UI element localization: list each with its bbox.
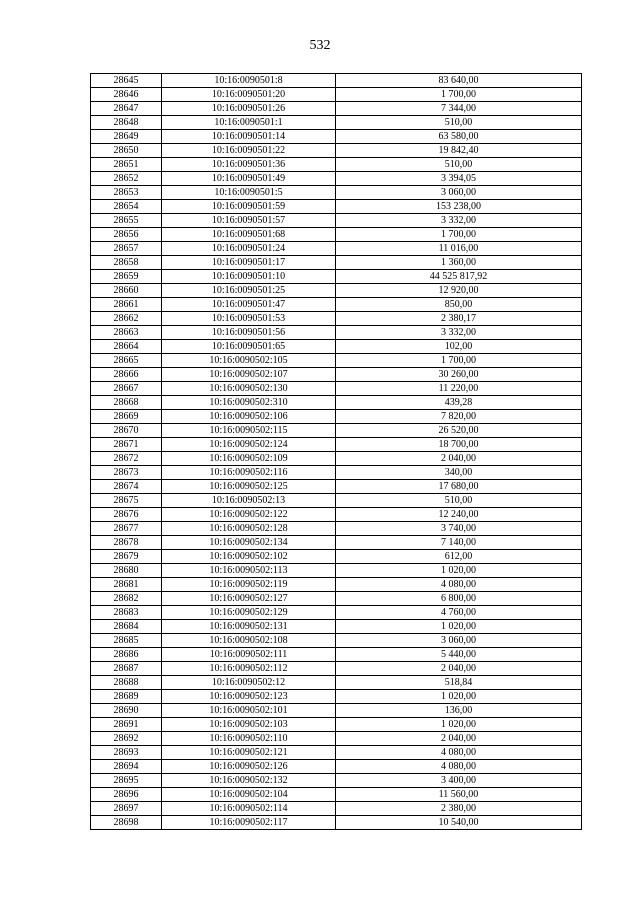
cadastral-number-cell: 10:16:0090502:119	[162, 578, 336, 592]
table-row	[91, 606, 582, 620]
row-number-cell: 28692	[91, 732, 162, 746]
amount-cell: 26 520,00	[336, 424, 582, 438]
amount-cell: 1 700,00	[336, 354, 582, 368]
table-row	[91, 802, 582, 816]
amount-cell: 2 040,00	[336, 662, 582, 676]
cadastral-number-cell: 10:16:0090502:127	[162, 592, 336, 606]
amount-cell: 850,00	[336, 298, 582, 312]
row-number-cell: 28696	[91, 788, 162, 802]
row-number-cell: 28670	[91, 424, 162, 438]
row-number-cell: 28655	[91, 214, 162, 228]
cadastral-number-cell: 10:16:0090501:49	[162, 172, 336, 186]
row-number-cell: 28652	[91, 172, 162, 186]
cadastral-number-cell: 10:16:0090501:65	[162, 340, 336, 354]
cadastral-number-cell: 10:16:0090502:110	[162, 732, 336, 746]
row-number-cell: 28689	[91, 690, 162, 704]
row-number-cell: 28662	[91, 312, 162, 326]
row-number-cell: 28673	[91, 466, 162, 480]
row-number-cell: 28682	[91, 592, 162, 606]
table-row	[91, 592, 582, 606]
row-number-cell: 28688	[91, 676, 162, 690]
cadastral-number-cell: 10:16:0090502:115	[162, 424, 336, 438]
table-row	[91, 788, 582, 802]
row-number-cell: 28657	[91, 242, 162, 256]
table-row	[91, 648, 582, 662]
registry-table-body	[91, 74, 582, 830]
cadastral-number-cell: 10:16:0090501:14	[162, 130, 336, 144]
amount-cell: 11 560,00	[336, 788, 582, 802]
amount-cell: 136,00	[336, 704, 582, 718]
amount-cell: 6 800,00	[336, 592, 582, 606]
row-number-cell: 28691	[91, 718, 162, 732]
cadastral-number-cell: 10:16:0090502:101	[162, 704, 336, 718]
table-row	[91, 662, 582, 676]
cadastral-number-cell: 10:16:0090502:102	[162, 550, 336, 564]
amount-cell: 510,00	[336, 494, 582, 508]
cadastral-number-cell: 10:16:0090502:109	[162, 452, 336, 466]
table-row	[91, 88, 582, 102]
cadastral-number-cell: 10:16:0090502:114	[162, 802, 336, 816]
table-row	[91, 718, 582, 732]
registry-table	[90, 73, 582, 830]
row-number-cell: 28697	[91, 802, 162, 816]
row-number-cell: 28667	[91, 382, 162, 396]
amount-cell: 4 080,00	[336, 760, 582, 774]
table-row	[91, 452, 582, 466]
amount-cell: 4 080,00	[336, 578, 582, 592]
cadastral-number-cell: 10:16:0090502:103	[162, 718, 336, 732]
table-row	[91, 158, 582, 172]
row-number-cell: 28671	[91, 438, 162, 452]
table-row	[91, 74, 582, 88]
amount-cell: 3 060,00	[336, 634, 582, 648]
amount-cell: 7 344,00	[336, 102, 582, 116]
amount-cell: 2 380,17	[336, 312, 582, 326]
table-row	[91, 242, 582, 256]
amount-cell: 1 020,00	[336, 620, 582, 634]
row-number-cell: 28660	[91, 284, 162, 298]
row-number-cell: 28686	[91, 648, 162, 662]
cadastral-number-cell: 10:16:0090502:116	[162, 466, 336, 480]
amount-cell: 7 140,00	[336, 536, 582, 550]
cadastral-number-cell: 10:16:0090501:22	[162, 144, 336, 158]
cadastral-number-cell: 10:16:0090501:8	[162, 74, 336, 88]
row-number-cell: 28680	[91, 564, 162, 578]
row-number-cell: 28677	[91, 522, 162, 536]
cadastral-number-cell: 10:16:0090502:132	[162, 774, 336, 788]
table-row	[91, 354, 582, 368]
table-row	[91, 186, 582, 200]
row-number-cell: 28661	[91, 298, 162, 312]
row-number-cell: 28681	[91, 578, 162, 592]
cadastral-number-cell: 10:16:0090502:117	[162, 816, 336, 830]
cadastral-number-cell: 10:16:0090502:310	[162, 396, 336, 410]
amount-cell: 439,28	[336, 396, 582, 410]
row-number-cell: 28694	[91, 760, 162, 774]
table-row	[91, 130, 582, 144]
table-row	[91, 732, 582, 746]
cadastral-number-cell: 10:16:0090501:10	[162, 270, 336, 284]
row-number-cell: 28693	[91, 746, 162, 760]
amount-cell: 518,84	[336, 676, 582, 690]
amount-cell: 3 394,05	[336, 172, 582, 186]
table-row	[91, 564, 582, 578]
cadastral-number-cell: 10:16:0090502:134	[162, 536, 336, 550]
table-row	[91, 424, 582, 438]
amount-cell: 1 700,00	[336, 228, 582, 242]
table-row	[91, 396, 582, 410]
cadastral-number-cell: 10:16:0090501:20	[162, 88, 336, 102]
cadastral-number-cell: 10:16:0090502:122	[162, 508, 336, 522]
amount-cell: 510,00	[336, 116, 582, 130]
row-number-cell: 28690	[91, 704, 162, 718]
row-number-cell: 28678	[91, 536, 162, 550]
table-row	[91, 438, 582, 452]
cadastral-number-cell: 10:16:0090501:5	[162, 186, 336, 200]
table-row	[91, 284, 582, 298]
cadastral-number-cell: 10:16:0090502:106	[162, 410, 336, 424]
page-number: 532	[309, 38, 331, 53]
cadastral-number-cell: 10:16:0090502:123	[162, 690, 336, 704]
row-number-cell: 28647	[91, 102, 162, 116]
table-row	[91, 550, 582, 564]
table-row	[91, 536, 582, 550]
amount-cell: 44 525 817,92	[336, 270, 582, 284]
amount-cell: 1 020,00	[336, 690, 582, 704]
amount-cell: 510,00	[336, 158, 582, 172]
cadastral-number-cell: 10:16:0090502:104	[162, 788, 336, 802]
cadastral-number-cell: 10:16:0090502:108	[162, 634, 336, 648]
table-row	[91, 746, 582, 760]
table-row	[91, 620, 582, 634]
row-number-cell: 28683	[91, 606, 162, 620]
table-row	[91, 116, 582, 130]
table-row	[91, 172, 582, 186]
row-number-cell: 28646	[91, 88, 162, 102]
table-row	[91, 340, 582, 354]
table-row	[91, 228, 582, 242]
row-number-cell: 28685	[91, 634, 162, 648]
table-row	[91, 144, 582, 158]
table-row	[91, 774, 582, 788]
cadastral-number-cell: 10:16:0090502:128	[162, 522, 336, 536]
cadastral-number-cell: 10:16:0090501:26	[162, 102, 336, 116]
amount-cell: 340,00	[336, 466, 582, 480]
row-number-cell: 28658	[91, 256, 162, 270]
cadastral-number-cell: 10:16:0090502:130	[162, 382, 336, 396]
table-row	[91, 382, 582, 396]
table-row	[91, 410, 582, 424]
cadastral-number-cell: 10:16:0090502:113	[162, 564, 336, 578]
table-row	[91, 676, 582, 690]
amount-cell: 102,00	[336, 340, 582, 354]
cadastral-number-cell: 10:16:0090501:59	[162, 200, 336, 214]
amount-cell: 11 220,00	[336, 382, 582, 396]
cadastral-number-cell: 10:16:0090501:57	[162, 214, 336, 228]
table-row	[91, 480, 582, 494]
amount-cell: 3 332,00	[336, 214, 582, 228]
amount-cell: 3 060,00	[336, 186, 582, 200]
row-number-cell: 28651	[91, 158, 162, 172]
cadastral-number-cell: 10:16:0090501:47	[162, 298, 336, 312]
table-row	[91, 326, 582, 340]
cadastral-number-cell: 10:16:0090502:105	[162, 354, 336, 368]
cadastral-number-cell: 10:16:0090502:13	[162, 494, 336, 508]
amount-cell: 12 240,00	[336, 508, 582, 522]
table-row	[91, 760, 582, 774]
row-number-cell: 28654	[91, 200, 162, 214]
amount-cell: 153 238,00	[336, 200, 582, 214]
amount-cell: 10 540,00	[336, 816, 582, 830]
row-number-cell: 28674	[91, 480, 162, 494]
table-row	[91, 256, 582, 270]
cadastral-number-cell: 10:16:0090501:68	[162, 228, 336, 242]
cadastral-number-cell: 10:16:0090502:12	[162, 676, 336, 690]
cadastral-number-cell: 10:16:0090501:24	[162, 242, 336, 256]
amount-cell: 612,00	[336, 550, 582, 564]
cadastral-number-cell: 10:16:0090502:107	[162, 368, 336, 382]
cadastral-number-cell: 10:16:0090501:36	[162, 158, 336, 172]
amount-cell: 2 380,00	[336, 802, 582, 816]
table-row	[91, 200, 582, 214]
table-row	[91, 690, 582, 704]
row-number-cell: 28672	[91, 452, 162, 466]
amount-cell: 3 740,00	[336, 522, 582, 536]
amount-cell: 18 700,00	[336, 438, 582, 452]
table-row	[91, 102, 582, 116]
row-number-cell: 28684	[91, 620, 162, 634]
amount-cell: 2 040,00	[336, 452, 582, 466]
table-row	[91, 704, 582, 718]
row-number-cell: 28665	[91, 354, 162, 368]
amount-cell: 3 332,00	[336, 326, 582, 340]
table-row	[91, 522, 582, 536]
table-row	[91, 578, 582, 592]
amount-cell: 4 760,00	[336, 606, 582, 620]
row-number-cell: 28656	[91, 228, 162, 242]
row-number-cell: 28676	[91, 508, 162, 522]
row-number-cell: 28698	[91, 816, 162, 830]
amount-cell: 1 020,00	[336, 718, 582, 732]
row-number-cell: 28663	[91, 326, 162, 340]
cadastral-number-cell: 10:16:0090501:25	[162, 284, 336, 298]
amount-cell: 1 360,00	[336, 256, 582, 270]
amount-cell: 5 440,00	[336, 648, 582, 662]
row-number-cell: 28679	[91, 550, 162, 564]
amount-cell: 17 680,00	[336, 480, 582, 494]
row-number-cell: 28669	[91, 410, 162, 424]
row-number-cell: 28650	[91, 144, 162, 158]
table-row	[91, 508, 582, 522]
cadastral-number-cell: 10:16:0090501:17	[162, 256, 336, 270]
table-row	[91, 634, 582, 648]
amount-cell: 63 580,00	[336, 130, 582, 144]
amount-cell: 4 080,00	[336, 746, 582, 760]
cadastral-number-cell: 10:16:0090501:56	[162, 326, 336, 340]
cadastral-number-cell: 10:16:0090501:53	[162, 312, 336, 326]
row-number-cell: 28649	[91, 130, 162, 144]
row-number-cell: 28653	[91, 186, 162, 200]
row-number-cell: 28668	[91, 396, 162, 410]
table-row	[91, 466, 582, 480]
amount-cell: 30 260,00	[336, 368, 582, 382]
table-row	[91, 494, 582, 508]
amount-cell: 3 400,00	[336, 774, 582, 788]
cadastral-number-cell: 10:16:0090502:111	[162, 648, 336, 662]
amount-cell: 19 842,40	[336, 144, 582, 158]
row-number-cell: 28687	[91, 662, 162, 676]
row-number-cell: 28695	[91, 774, 162, 788]
row-number-cell: 28675	[91, 494, 162, 508]
row-number-cell: 28648	[91, 116, 162, 130]
table-row	[91, 298, 582, 312]
amount-cell: 1 700,00	[336, 88, 582, 102]
row-number-cell: 28666	[91, 368, 162, 382]
table-row	[91, 214, 582, 228]
row-number-cell: 28664	[91, 340, 162, 354]
cadastral-number-cell: 10:16:0090502:131	[162, 620, 336, 634]
cadastral-number-cell: 10:16:0090502:112	[162, 662, 336, 676]
row-number-cell: 28659	[91, 270, 162, 284]
row-number-cell: 28645	[91, 74, 162, 88]
table-row	[91, 816, 582, 830]
amount-cell: 1 020,00	[336, 564, 582, 578]
cadastral-number-cell: 10:16:0090502:125	[162, 480, 336, 494]
amount-cell: 12 920,00	[336, 284, 582, 298]
table-row	[91, 312, 582, 326]
amount-cell: 83 640,00	[336, 74, 582, 88]
amount-cell: 2 040,00	[336, 732, 582, 746]
amount-cell: 7 820,00	[336, 410, 582, 424]
cadastral-number-cell: 10:16:0090502:124	[162, 438, 336, 452]
cadastral-number-cell: 10:16:0090501:1	[162, 116, 336, 130]
amount-cell: 11 016,00	[336, 242, 582, 256]
cadastral-number-cell: 10:16:0090502:129	[162, 606, 336, 620]
cadastral-number-cell: 10:16:0090502:121	[162, 746, 336, 760]
table-row	[91, 368, 582, 382]
table-row	[91, 270, 582, 284]
cadastral-number-cell: 10:16:0090502:126	[162, 760, 336, 774]
